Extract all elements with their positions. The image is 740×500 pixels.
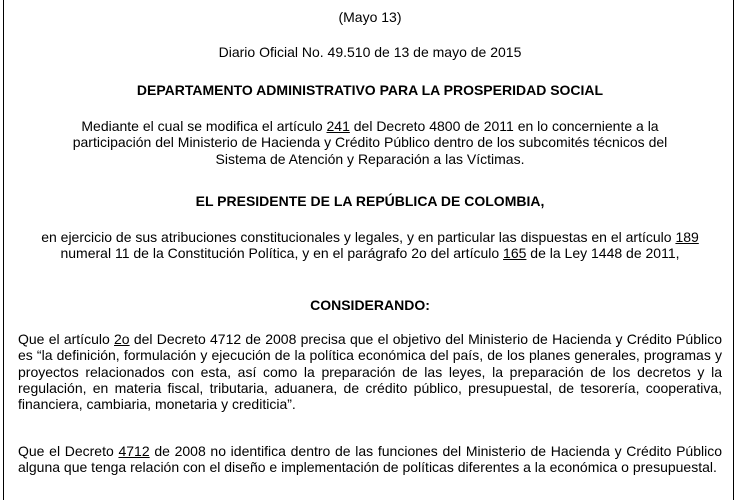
department-heading: DEPARTAMENTO ADMINISTRATIVO PARA LA PROSPERIDAD SOCIAL [136,82,604,98]
powers-paragraph: en ejercicio de sus atribuciones constitucionales y legales, y en particular las dispuestas en el artículo 189 numeral 11 de la Constitución Política, y en el parágrafo 2o del artículo 165 de la Ley 1448 de 2011, [41,229,699,262]
president-heading: EL PRESIDENTE DE LA REPÚBLICA DE COLOMBIA, [195,193,545,209]
article-189-link[interactable]: 189 [675,229,699,245]
article-2o-link[interactable]: 2o [114,331,130,347]
considering-paragraph-1: Que el artículo 2o del Decreto 4712 de 2008 precisa que el objetivo del Ministerio de Hacienda y Crédito Público es “la definición, formulación y ejecución de la política económica del país, de los planes generales, programas y proyectos relacionados con esta, así como la preparación de las leyes, la preparación de los decretos y la regulación, en materia fiscal, tributaria, aduanera, de crédito público, presupuestal, de tesorería, cooperativa, financiera, cambiaria, monetaria y crediticia”. [18,331,723,413]
article-165-link[interactable]: 165 [503,245,527,262]
considering-paragraph-2: Que el Decreto 4712 de 2008 no identifica dentro de las funciones del Ministerio de Hacienda y Crédito Público alguna que tenga relación con el diseño e implementación de políticas diferentes a la económica o presupuestal. [18,443,722,476]
decree-4712-link[interactable]: 4712 [118,443,150,459]
article-241-link[interactable]: 241 [326,118,350,134]
considering-heading: CONSIDERANDO: [310,297,430,313]
decree-date: (Mayo 13) [338,9,402,25]
diario-oficial-line: Diario Oficial No. 49.510 de 13 de mayo de 2015 [218,44,522,60]
decree-summary: Mediante el cual se modifica el artículo 241 del Decreto 4800 de 2011 en lo concerniente a la participación del Ministerio de Hacienda y Crédito Público dentro de los subcomités técnicos del Sistema de Atención y Reparación a las Víctimas. [72,118,668,167]
